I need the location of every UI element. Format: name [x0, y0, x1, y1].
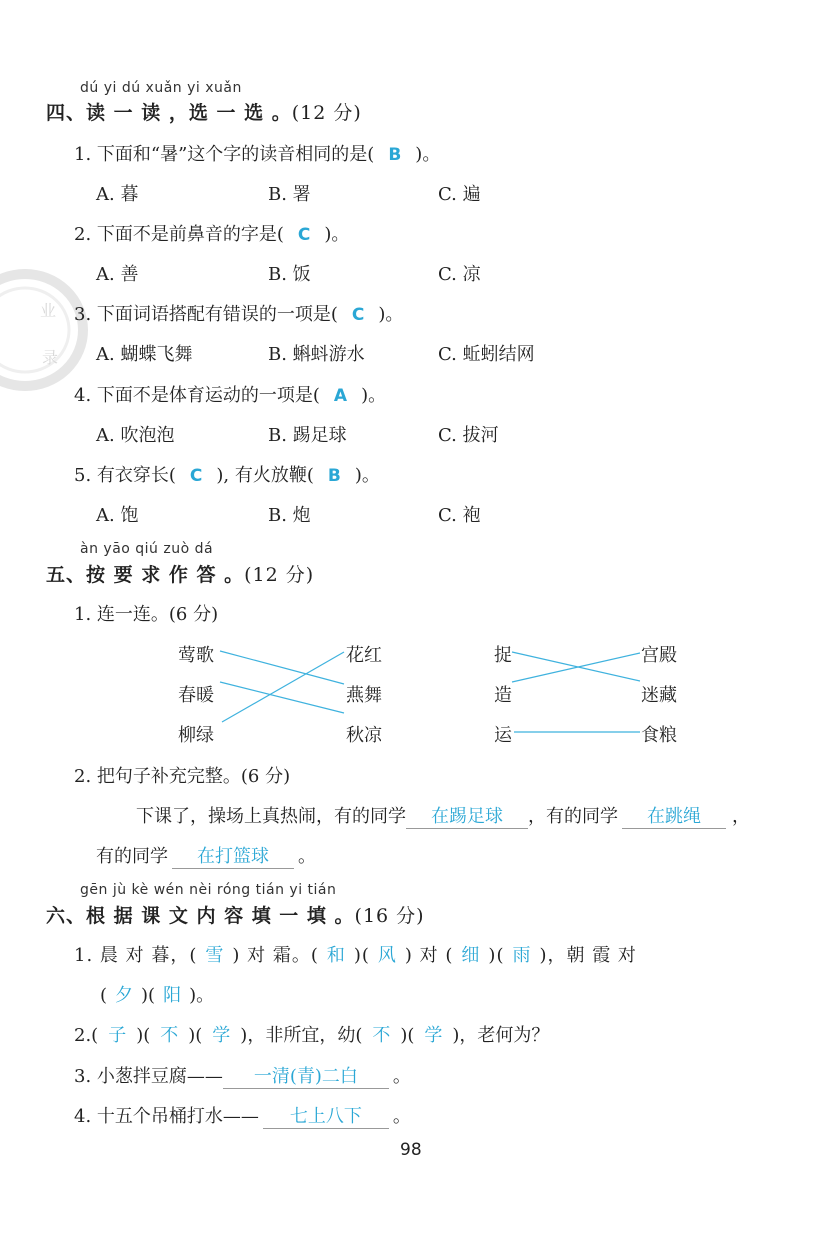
svg-text:录: 录: [42, 348, 59, 367]
svg-text:业: 业: [40, 301, 57, 320]
q3-option-b: B. 蝌蚪游水: [268, 344, 365, 365]
poem-line-1: 1. 晨 对 暮，( 雪 ) 对 霜。( 和 )( 风 ) 对 ( 细 )( 雨 )，朝 霞 对: [74, 945, 637, 966]
sentence-line-2: 有的同学 在打篮球 。: [96, 842, 316, 869]
question-4: 4. 下面不是体育运动的一项是( A )。: [74, 385, 387, 406]
xiehouyu-1: 3. 小葱拌豆腐—— 一清(青)二白 。: [74, 1062, 411, 1089]
match-left-1[interactable]: 莺歌: [178, 645, 214, 666]
match2-left-1[interactable]: 捉: [494, 645, 512, 666]
xiehouyu-2: 4. 十五个吊桶打水—— 七上八下 。: [74, 1102, 411, 1129]
page-number: 98: [400, 1140, 422, 1160]
section6-pinyin: gēn jù kè wén nèi róng tián yi tián: [80, 882, 337, 898]
q3-option-a: A. 蝴蝶飞舞: [96, 344, 193, 365]
sentence-line-1: 下课了，操场上真热闹，有的同学 在踢足球 ，有的同学 在跳绳 ，: [136, 802, 750, 829]
fill-blank-4[interactable]: 一清(青)二白: [223, 1062, 389, 1089]
fill-blank-2[interactable]: 在跳绳: [622, 802, 726, 829]
match2-right-3[interactable]: 食粮: [641, 725, 677, 746]
q4-option-b: B. 踢足球: [268, 425, 347, 446]
sanzijing-line: 2.( 子 )( 不 )( 学 )，非所宜，幼( 不 )( 学 )，老何为？: [74, 1025, 550, 1046]
q4-option-c: C. 拔河: [438, 425, 499, 446]
match-right-3[interactable]: 秋凉: [346, 725, 382, 746]
fill-blank-3[interactable]: 在打篮球: [172, 842, 294, 869]
match-left-3[interactable]: 柳绿: [178, 725, 214, 746]
q1-option-b: B. 署: [268, 184, 311, 205]
q1-option-c: C. 遍: [438, 184, 481, 205]
fill-blank-5[interactable]: 七上八下: [263, 1102, 389, 1129]
section5-title: 五、按 要 求 作 答 。(12 分): [46, 564, 315, 586]
sentence-title: 2. 把句子补充完整。(6 分): [74, 766, 291, 787]
match2-left-3[interactable]: 运: [494, 725, 512, 746]
matching-title: 1. 连一连。(6 分): [74, 604, 219, 625]
q5-option-a: A. 饱: [96, 505, 139, 526]
section6-title: 六、根 据 课 文 内 容 填 一 填 。(16 分): [46, 905, 425, 927]
q2-option-a: A. 善: [96, 264, 139, 285]
section5-pinyin: àn yāo qiú zuò dá: [80, 541, 214, 557]
question-2: 2. 下面不是前鼻音的字是( C )。: [74, 224, 350, 245]
question-5: 5. 有衣穿长( C ), 有火放鞭( B )。: [74, 465, 380, 486]
match2-right-2[interactable]: 迷藏: [641, 685, 677, 706]
q4-option-a: A. 吹泡泡: [96, 425, 175, 446]
question-3: 3. 下面词语搭配有错误的一项是( C )。: [74, 304, 404, 325]
poem-line-2: ( 夕 )( 阳 )。: [100, 985, 215, 1006]
q2-option-b: B. 饭: [268, 264, 311, 285]
q2-option-c: C. 凉: [438, 264, 481, 285]
section4-pinyin: dú yi dú xuǎn yi xuǎn: [80, 80, 242, 96]
match2-left-2[interactable]: 造: [494, 685, 512, 706]
q5-option-b: B. 炮: [268, 505, 311, 526]
match-left-2[interactable]: 春暖: [178, 685, 214, 706]
match-right-1[interactable]: 花红: [346, 645, 382, 666]
section4-title: 四、读 一 读 ，选 一 选 。(12 分): [46, 102, 362, 124]
match2-right-1[interactable]: 宫殿: [641, 645, 677, 666]
match-right-2[interactable]: 燕舞: [346, 685, 382, 706]
fill-blank-1[interactable]: 在踢足球: [406, 802, 528, 829]
question-1: 1. 下面和“暑”这个字的读音相同的是( B )。: [74, 144, 441, 165]
q3-option-c: C. 蚯蚓结网: [438, 344, 535, 365]
q5-option-c: C. 袍: [438, 505, 481, 526]
q1-option-a: A. 暮: [96, 184, 139, 205]
